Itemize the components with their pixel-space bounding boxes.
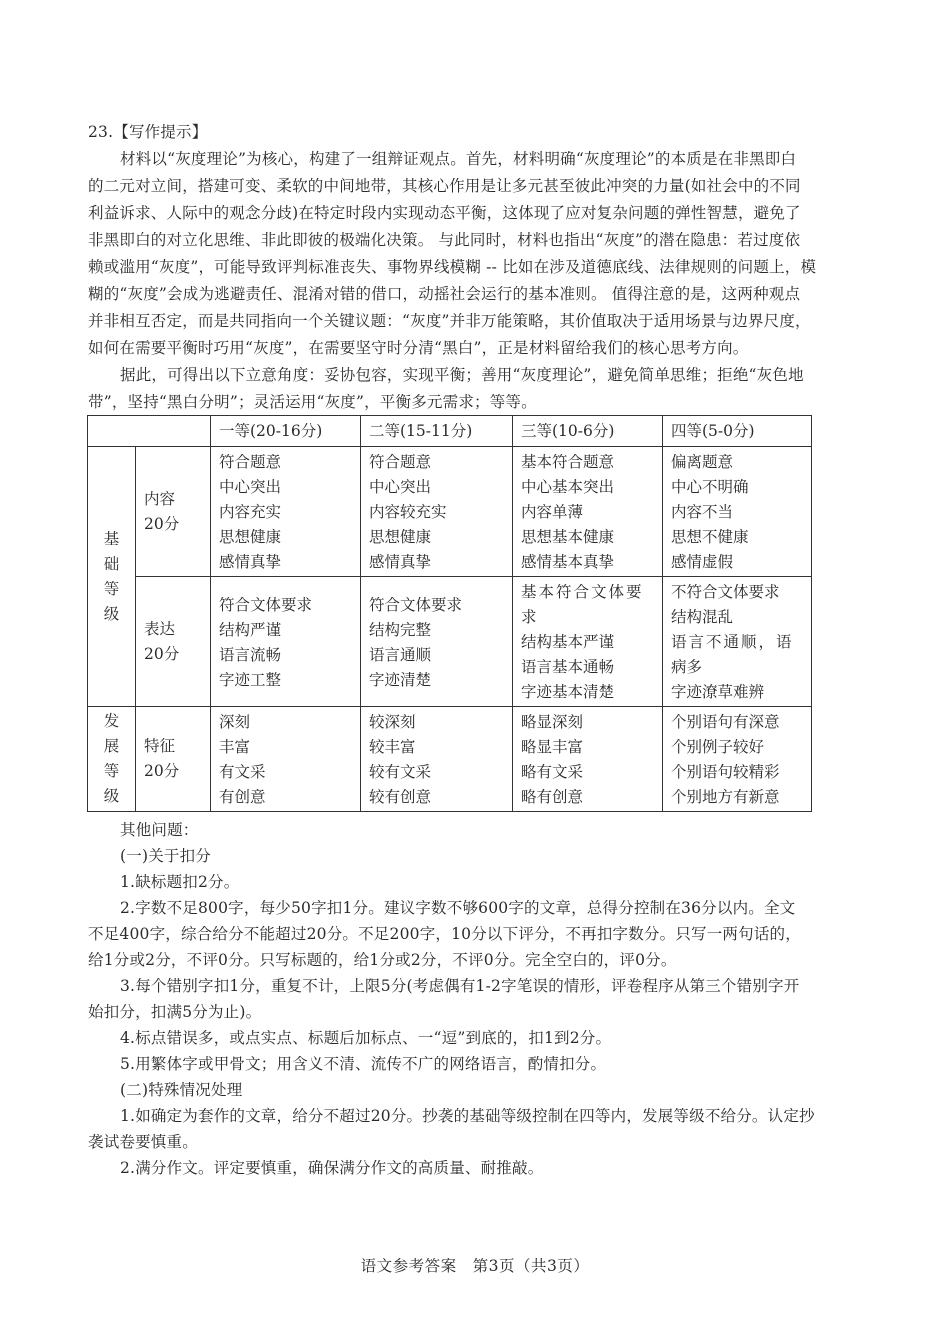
table-cell: 符合题意 中心突出 内容充实 思想健康 感情真挚 — [211, 447, 361, 577]
intro-line: 非黑即白的对立化思维、非此即彼的极端化决策。 与此同时，材料也指出“灰度”的潜在隐患：若过度依 — [88, 231, 801, 249]
other-issues-title: 其他问题： — [120, 821, 199, 839]
page-footer: 语文参考答案 第3页（共3页） — [360, 1257, 590, 1275]
rule-line: 2.字数不足800字，每少50字扣1分。建议字数不够600字的文章，总得分控制在36分以内。全文 — [120, 899, 796, 917]
rule-line: 1.缺标题扣2分。 — [120, 873, 240, 891]
section-heading: (二)特殊情况处理 — [120, 1081, 243, 1099]
expression-label: 表达 20分 — [136, 577, 211, 707]
rule-line: 袭试卷要慎重。 — [88, 1133, 198, 1151]
rule-line: 给1分或2分，不评0分。只写标题的，给1分或2分，不评0分。完全空白的，评0分。 — [88, 951, 677, 969]
table-cell: 不符合文体要求 结构混乱 语言不通顺，语 病多 字迹潦草难辨 — [663, 577, 812, 707]
rule-line: 4.标点错误多，或点实点、标题后加标点、一“逗”到底的，扣1到2分。 — [120, 1029, 612, 1047]
table-row-content — [88, 447, 812, 577]
table-cell: 基本符合题意 中心基本突出 内容单薄 思想基本健康 感情基本真挚 — [513, 447, 663, 577]
table-cell: 深刻 丰富 有文采 有创意 — [211, 707, 361, 812]
table-cell: 较深刻 较丰富 较有文采 较有创意 — [361, 707, 513, 812]
development-level-label: 发 展 等 级 — [88, 707, 136, 812]
rule-line: 2.满分作文。评定要慎重，确保满分作文的高质量、耐推敲。 — [120, 1159, 544, 1177]
header-grade-3: 三等(10-6分) — [513, 416, 663, 447]
intro-line: 的二元对立间，搭建可变、柔软的中间地带，其核心作用是让多元甚至彼此冲突的力量(如社会中的不同 — [88, 177, 801, 195]
intro-line: 糊的“灰度”会成为逃避责任、混淆对错的借口，动摇社会运行的基本准则。 值得注意的是，这两种观点 — [88, 285, 801, 303]
intro-line: 并非相互否定，而是共同指向一个关键议题：“灰度”并非万能策略，其价值取决于适用场景与边界尺度， — [88, 312, 811, 330]
header-grade-1: 一等(20-16分) — [211, 416, 361, 447]
header-blank — [88, 416, 211, 447]
intro-line: 材料以“灰度理论”为核心，构建了一组辩证观点。首先，材料明确“灰度理论”的本质是在非黑即白 — [120, 150, 797, 168]
table-row-expression — [88, 577, 812, 707]
content-label: 内容 20分 — [136, 447, 211, 577]
scoring-rubric-table — [87, 415, 812, 812]
section-heading: (一)关于扣分 — [120, 847, 211, 865]
angle-line: 带”，坚持“黑白分明”；灵活运用“灰度”，平衡多元需求；等等。 — [88, 393, 537, 411]
rule-line: 1.如确定为套作的文章，给分不超过20分。抄袭的基础等级控制在四等内，发展等级不给分。认定抄 — [120, 1107, 815, 1125]
table-cell: 略显深刻 略显丰富 略有文采 略有创意 — [513, 707, 663, 812]
basic-level-label: 基 础 等 级 — [88, 447, 136, 707]
intro-line: 利益诉求、人际中的观念分歧)在特定时段内实现动态平衡，这体现了应对复杂问题的弹性智慧，避免了 — [88, 204, 801, 222]
rule-line: 3.每个错别字扣1分，重复不计，上限5分(考虑偶有1-2字笔误的情形，评卷程序从第三个错别字开 — [120, 977, 800, 995]
question-heading: 23.【写作提示】 — [88, 123, 208, 141]
angle-line: 据此，可得出以下立意角度：妥协包容，实现平衡；善用“灰度理论”，避免简单思维；拒绝“灰色地 — [120, 366, 804, 384]
intro-line: 如何在需要平衡时巧用“灰度”，在需要坚守时分清“黑白”，正是材料留给我们的核心思考方向。 — [88, 339, 749, 357]
rule-line: 不足400字，综合给分不能超过20分。不足200字，10分以下评分，不再扣字数分。只写一两句话的， — [88, 925, 801, 943]
table-cell: 基本符合文体要 求 结构基本严谨 语言基本通畅 字迹基本清楚 — [513, 577, 663, 707]
header-grade-4: 四等(5-0分) — [663, 416, 812, 447]
table-cell: 符合文体要求 结构完整 语言通顺 字迹清楚 — [361, 577, 513, 707]
intro-line: 赖或滥用“灰度”，可能导致评判标准丧失、事物界线模糊 -- 比如在涉及道德底线、法律规则的问题上，模 — [88, 258, 817, 276]
feature-label: 特征 20分 — [136, 707, 211, 812]
table-cell: 个别语句有深意 个别例子较好 个别语句较精彩 个别地方有新意 — [663, 707, 812, 812]
table-header-row — [88, 416, 812, 447]
table-cell: 符合题意 中心突出 内容较充实 思想健康 感情真挚 — [361, 447, 513, 577]
header-grade-2: 二等(15-11分) — [361, 416, 513, 447]
table-cell: 偏离题意 中心不明确 内容不当 思想不健康 感情虚假 — [663, 447, 812, 577]
rule-line: 5.用繁体字或甲骨文；用含义不清、流传不广的网络语言，酌情扣分。 — [120, 1055, 607, 1073]
rule-line: 始扣分，扣满5分为止)。 — [88, 1003, 262, 1021]
table-row-feature — [88, 707, 812, 812]
table-cell: 符合文体要求 结构严谨 语言流畅 字迹工整 — [211, 577, 361, 707]
